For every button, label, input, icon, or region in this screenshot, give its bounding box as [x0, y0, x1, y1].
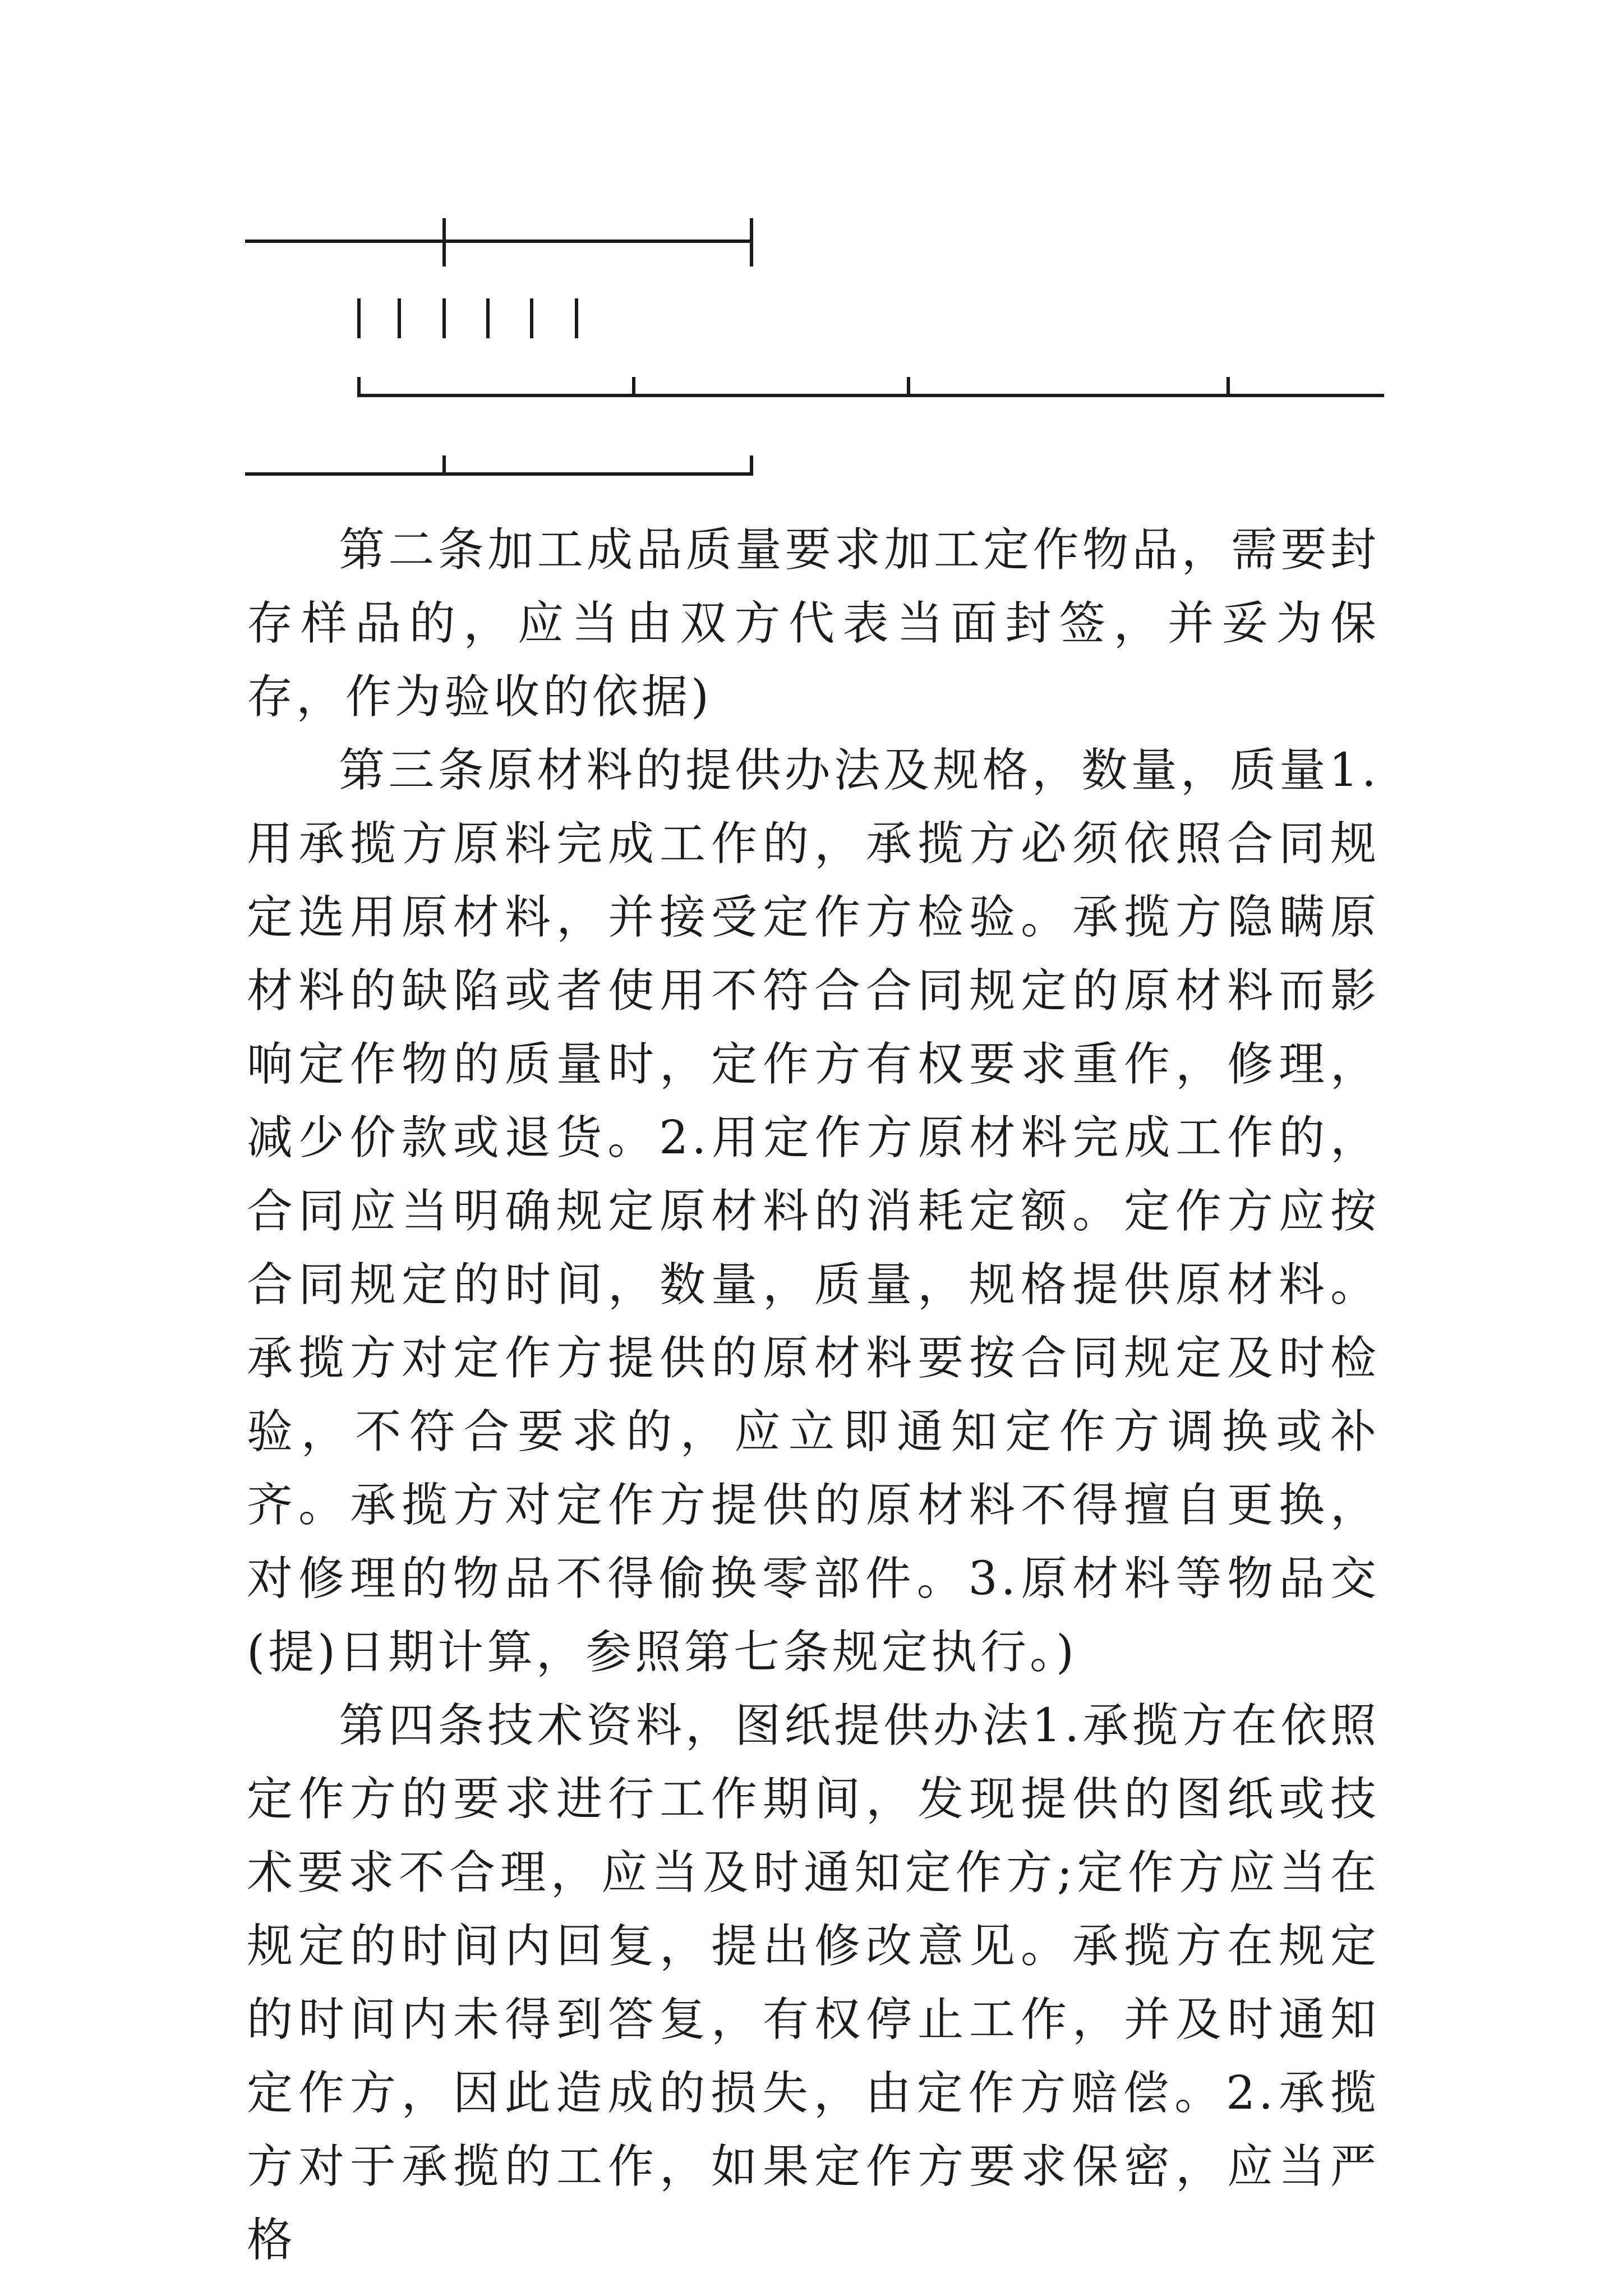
- paragraph-article-3: 第三条原材料的提供办法及规格，数量，质量1.用承揽方原料完成工作的，承揽方必须依照合同规定选用原材料，并接受定作方检验。承揽方隐瞒原材料的缺陷或者使用不符合合同规定的原材料而影响定作物的质量时，定作方有权要求重作，修理，减少价款或退货。2.用定作方原材料完成工作的，合同应当明确规定原材料的消耗定额。定作方应按合同规定的时间，数量，质量，规格提供原材料。承揽方对定作方提供的原材料要按合同规定及时检验，不符合要求的，应立即通知定作方调换或补齐。承揽方对定作方提供的原材料不得擅自更换，对修理的物品不得偷换零部件。3.原材料等物品交(提)日期计算，参照第七条规定执行。): [247, 744, 1380, 1679]
- paragraph-article-4: 第四条技术资料，图纸提供办法1.承揽方在依照定作方的要求进行工作期间，发现提供的图纸或技术要求不合理，应当及时通知定作方;定作方应当在规定的时间内回复，提出修改意见。承揽方在规定的时间内未得到答复，有权停止工作，并及时通知定作方，因此造成的损失，由定作方赔偿。2.承揽方对于承揽的工作，如果定作方要求保密，应当严格: [247, 1699, 1380, 2267]
- table-border-fragment: [0, 0, 1623, 505]
- box-drawing-lines: [0, 0, 1623, 505]
- contract-body-text: [247, 513, 1380, 2277]
- paragraph-article-2: 第二条加工成品质量要求加工定作物品，需要封存样品的，应当由双方代表当面封签，并妥为保存，作为验收的依据): [247, 523, 1380, 724]
